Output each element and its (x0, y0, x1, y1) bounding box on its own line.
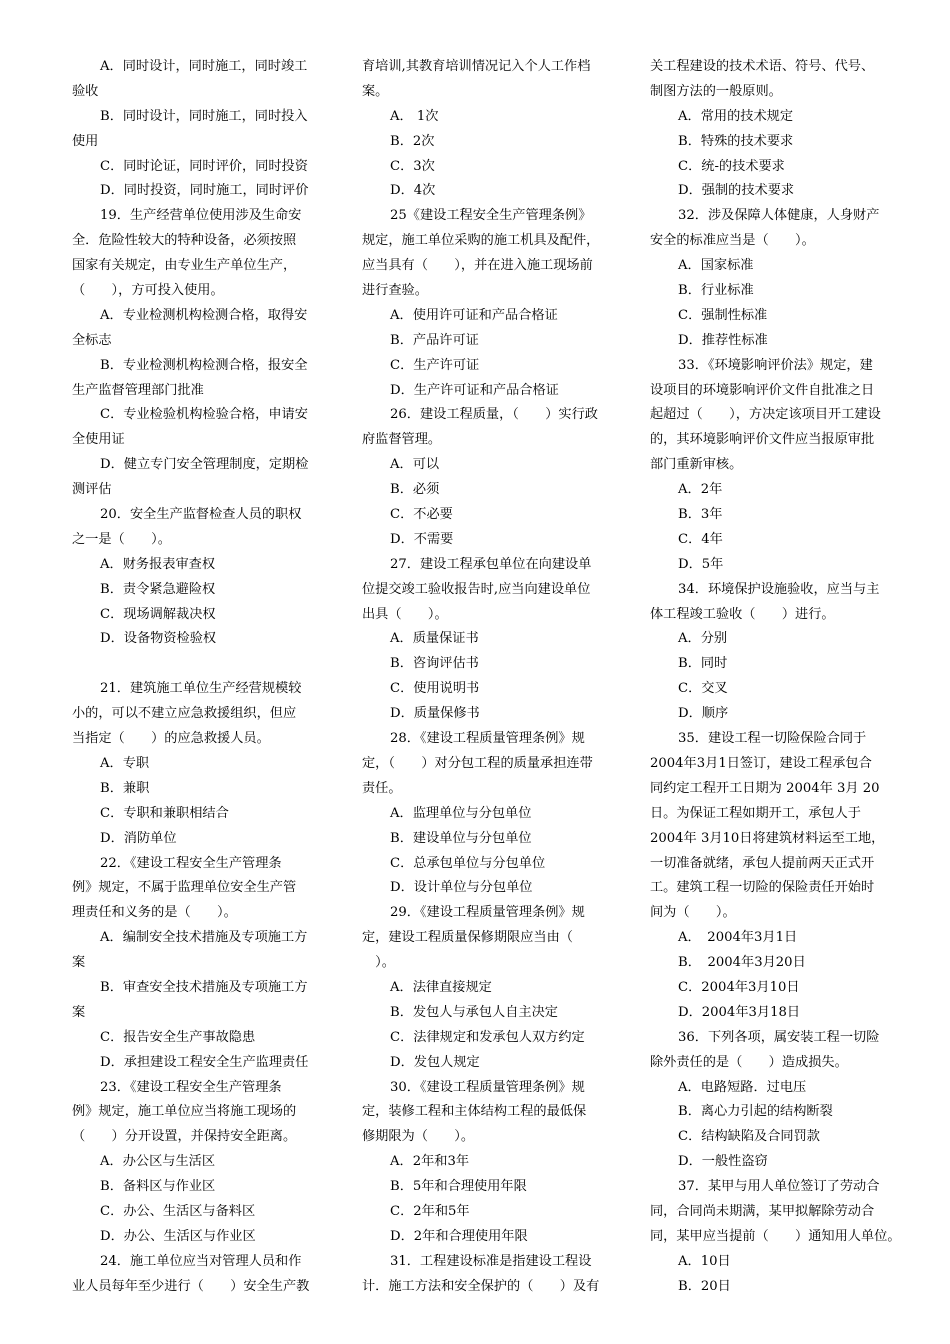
text-line: 使用 (72, 133, 99, 149)
text-line: 例》规定，不属于监理单位安全生产管 (72, 880, 297, 896)
text-line: B．同时 (678, 656, 728, 672)
text-line: （ ）分开设置，并保持安全距离。 (72, 1129, 297, 1145)
text-line: 2004年3月1日签订，建设工程承包合 (650, 755, 872, 771)
text-line: 案 (72, 1004, 86, 1020)
text-line: A．法律直接规定 (390, 979, 492, 995)
text-line: B．责令紧急避险权 (100, 581, 216, 597)
text-line: B．行业标准 (678, 283, 754, 299)
text-line: A．专业检测机构检测合格，取得安 (100, 307, 308, 323)
text-line: 国家有关规定，由专业生产单位生产， (72, 258, 297, 274)
text-line: 28．《建设工程质量管理条例》规 (390, 731, 585, 747)
text-line: 修期限为（ ）。 (362, 1129, 475, 1145)
text-line: D．2年和合理使用年限 (390, 1228, 528, 1244)
text-line: C．现场调解裁决权 (100, 606, 216, 622)
text-column-3 (650, 55, 912, 1300)
text-line: 定，装修工程和主体结构工程的最低保 (362, 1104, 587, 1120)
text-line: C．报告安全生产事故隐患 (100, 1029, 256, 1045)
text-line: 工。建筑工程一切险的保险责任开始时 (650, 880, 875, 896)
text-line: B．产品许可证 (390, 332, 479, 348)
text-line: 同，合同尚未期满，某甲拟解除劳动合 (650, 1203, 875, 1219)
text-line: 关工程建设的技术术语、符号、代号、 (650, 59, 875, 74)
text-line: D．2004年3月18日 (678, 1004, 801, 1020)
text-line: （ ），方可投入使用。 (72, 283, 224, 299)
text-line: 进行查验。 (362, 283, 428, 299)
text-line: D．一般性盗窃 (678, 1154, 768, 1170)
text-line: A．质量保证书 (390, 631, 479, 647)
text-line: 当指定（ ）的应急救援人员。 (72, 731, 270, 747)
text-line: A．监理单位与分包单位 (390, 805, 532, 821)
text-line: C．强制性标准 (678, 307, 768, 323)
text-line: B．备料区与作业区 (100, 1179, 216, 1195)
text-line: 部门重新审核。 (650, 457, 743, 473)
text-line: 案 (72, 955, 86, 971)
text-line: 体工程竣工验收（ ）进行。 (650, 606, 835, 622)
text-line: C．使用说明书 (390, 681, 480, 697)
text-line: D．不需要 (390, 531, 454, 547)
text-line: 23．《建设工程安全生产管理条 (100, 1079, 282, 1095)
text-line: A．10日 (678, 1253, 731, 1269)
text-line: 育培训,其教育培训情况记入个人工作档 (362, 59, 591, 74)
text-line: B．20日 (678, 1278, 731, 1294)
text-line: C．2年和5年 (390, 1203, 470, 1219)
text-line: 19．生产经营单位使用涉及生命安 (100, 208, 302, 224)
text-line: 29．《建设工程质量管理条例》规 (390, 905, 585, 921)
text-line: 计．施工方法和安全保护的（ ）及有 (362, 1278, 600, 1294)
text-line: D．设计单位与分包单位 (390, 880, 533, 896)
text-line: A．办公区与生活区 (100, 1154, 216, 1170)
text-line: 定，（ ）对分包工程的质量承担连带 (362, 755, 593, 771)
text-line: 35．建设工程一切险保险合同于 (678, 731, 867, 747)
text-line: 出具（ ）。 (362, 606, 448, 622)
text-column-2 (362, 55, 618, 1300)
text-line: 安全的标准应当是（ ）。 (650, 233, 815, 249)
text-line: D．强制的技术要求 (678, 183, 795, 199)
text-line: A．财务报表审查权 (100, 556, 216, 572)
text-line: C．同时论证，同时评价，同时投资 (100, 158, 308, 174)
text-line: B．专业检测机构检测合格，报安全 (100, 357, 308, 373)
text-line: B．咨询评估书 (390, 656, 479, 672)
text-line: B．兼职 (100, 780, 150, 796)
text-line: D．同时投资，同时施工，同时评价 (100, 183, 309, 199)
text-line: 27．建设工程承包单位在向建设单 (390, 556, 592, 572)
text-line: A．常用的技术规定 (678, 108, 794, 124)
text-line: ）。 (362, 955, 395, 971)
text-line: A． 1次 (390, 108, 439, 124)
text-line: 位提交竣工验收报告时,应当向建设单位 (362, 581, 591, 597)
text-line: C．总承包单位与分包单位 (390, 855, 546, 871)
text-line: 24．施工单位应当对管理人员和作 (100, 1253, 302, 1269)
text-line: 25《建设工程安全生产管理条例》 (390, 208, 592, 224)
text-line: 全标志 (72, 332, 112, 348)
text-line: A．可以 (390, 457, 440, 473)
text-line: 之一是（ ）。 (72, 531, 171, 547)
text-line: C．专职和兼职相结合 (100, 805, 229, 821)
text-line: 26．建设工程质量，（ ）实行政 (390, 407, 598, 423)
text-line: 府监督管理。 (362, 432, 442, 448)
text-line: D．推荐性标准 (678, 332, 768, 348)
text-line: C．2004年3月10日 (678, 979, 800, 995)
text-line: 全使用证 (72, 432, 125, 448)
text-line: B．特殊的技术要求 (678, 133, 794, 149)
text-line: 的，其环境影响评价文件应当报原审批 (650, 432, 875, 448)
text-line: 日。为保证工程如期开工，承包人于 (650, 805, 861, 821)
text-line: 33．《环境影响评价法》规定，建 (678, 357, 873, 373)
text-line: 一切准备就绪，承包人提前两天正式开 (650, 855, 875, 871)
text-line: 定，建设工程质量保修期限应当由（ (362, 930, 573, 946)
text-line: D．消防单位 (100, 830, 177, 846)
text-line: 30．《建设工程质量管理条例》规 (390, 1079, 585, 1095)
text-line: C．生产许可证 (390, 357, 480, 373)
text-line: 设项目的环境影响评价文件自批准之日 (650, 382, 875, 398)
text-line: D．办公、生活区与作业区 (100, 1228, 256, 1244)
text-line: C．统-的技术要求 (678, 158, 785, 174)
text-line: A．2年 (678, 482, 723, 498)
text-line: 理责任和义务的是（ ）。 (72, 905, 237, 921)
text-line: A．同时设计，同时施工，同时竣工 (100, 59, 308, 74)
text-line: 业人员每年至少进行（ ）安全生产教 (72, 1278, 310, 1294)
text-line: B．必须 (390, 482, 440, 498)
text-line: C．结构缺陷及合同罚款 (678, 1129, 820, 1145)
text-line: 起超过（ ），方决定该项目开工建设 (650, 407, 881, 423)
text-line: D．顺序 (678, 706, 729, 722)
text-line: B． 2004年3月20日 (678, 955, 806, 971)
text-line: B．发包人与承包人自主决定 (390, 1004, 558, 1020)
text-line: 34．环境保护设施验收，应当与主 (678, 581, 880, 597)
text-line: 规定，施工单位采购的施工机具及配件， (362, 233, 600, 249)
text-line: D．生产许可证和产品合格证 (390, 382, 559, 398)
text-line: A．专职 (100, 755, 150, 771)
text-line: D．承担建设工程安全生产监理责任 (100, 1054, 309, 1070)
text-line: D．5年 (678, 556, 724, 572)
text-line: 37．某甲与用人单位签订了劳动合 (678, 1179, 880, 1195)
text-line: 31．工程建设标准是指建设工程设 (390, 1253, 592, 1269)
text-line: 22．《建设工程安全生产管理条 (100, 855, 282, 871)
text-line: C．法律规定和发承包人双方约定 (390, 1029, 585, 1045)
text-line: D．发包人规定 (390, 1054, 480, 1070)
text-line: A． 2004年3月1日 (678, 930, 798, 946)
text-line: 20．安全生产监督检查人员的职权 (100, 507, 302, 523)
text-line: 36．下列各项，属安装工程一切险 (678, 1029, 880, 1045)
text-line: 间为（ ）。 (650, 905, 736, 921)
text-line: A．电路短路．过电压 (678, 1079, 807, 1095)
text-line: C．专业检验机构检验合格，申请安 (100, 407, 308, 423)
text-line: A．编制安全技术措施及专项施工方 (100, 930, 308, 946)
text-line: 验收 (72, 83, 99, 99)
text-line: A．使用许可证和产品合格证 (390, 307, 558, 323)
text-line (72, 652, 328, 677)
text-line: 32．涉及保障人体健康，人身财产 (678, 208, 880, 224)
text-line: C．3次 (390, 158, 435, 174)
text-line: D．质量保修书 (390, 706, 480, 722)
text-line: B．离心力引起的结构断裂 (678, 1104, 833, 1120)
text-line: 21．建筑施工单位生产经营规模较 (100, 681, 302, 697)
text-line: 同，某甲应当提前（ ）通知用人单位。 (650, 1228, 901, 1244)
text-column-1 (72, 55, 328, 1300)
text-line: 例》规定，施工单位应当将施工现场的 (72, 1104, 297, 1120)
text-line: 应当具有（ ），并在进入施工现场前 (362, 258, 593, 274)
text-line: B．同时设计，同时施工，同时投入 (100, 108, 308, 124)
text-line: A．2年和3年 (390, 1154, 470, 1170)
text-line: C．交叉 (678, 681, 728, 697)
text-line: B．建设单位与分包单位 (390, 830, 532, 846)
text-line: B．审查安全技术措施及专项施工方 (100, 979, 308, 995)
text-line: D．4次 (390, 183, 436, 199)
text-line: C．不必要 (390, 507, 453, 523)
text-line: C．办公、生活区与备料区 (100, 1203, 256, 1219)
text-line: 制图方法的一般原则。 (650, 83, 782, 99)
text-line: A．分别 (678, 631, 728, 647)
text-line: A．国家标准 (678, 258, 754, 274)
text-line: 同约定工程开工日期为 2004年 3月 20 (650, 780, 880, 796)
text-line: 案。 (362, 83, 389, 99)
text-line: B．5年和合理使用年限 (390, 1179, 527, 1195)
text-line: D．设备物资检验权 (100, 631, 217, 647)
text-line: B．2次 (390, 133, 435, 149)
text-line: C．4年 (678, 531, 723, 547)
text-line: 测评估 (72, 482, 112, 498)
text-line: 责任。 (362, 780, 402, 796)
text-line: 生产监督管理部门批准 (72, 382, 204, 398)
text-line: B．3年 (678, 507, 723, 523)
text-line: 全．危险性较大的特种设备，必须按照 (72, 233, 297, 249)
text-line: D．健立专门安全管理制度，定期检 (100, 457, 309, 473)
text-line: 小的，可以不建立应急救援组织，但应 (72, 706, 297, 722)
text-line: 2004年 3月10日将建筑材料运至工地， (650, 830, 885, 846)
text-line: 除外责任的是（ ）造成损失。 (650, 1054, 848, 1070)
